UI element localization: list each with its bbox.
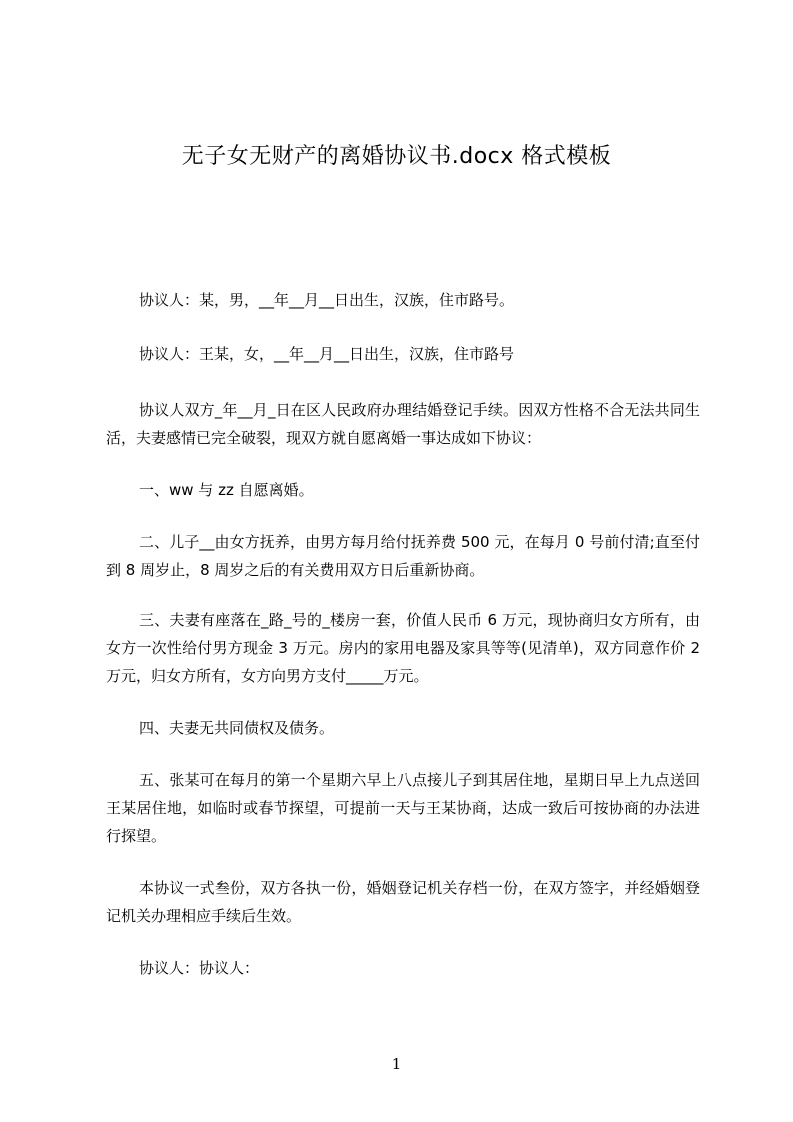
signature-line: 协议人：协议人： bbox=[139, 959, 260, 977]
clause-1: 一、ww 与 zz 自愿离婚。 bbox=[139, 481, 314, 499]
party-b-line: 协议人：王某，女，__年__月__日出生，汉族，住市路号 bbox=[139, 345, 515, 363]
clause-2: 二、儿子__由女方抚养，由男方每月给付抚养费 500 元，在每月 0 号前付清;直至付到 8 周岁止，8 周岁之后的有关费用双方日后重新协商。 bbox=[106, 533, 700, 579]
page-number: 1 bbox=[391, 1055, 402, 1073]
clause-5: 五、张某可在每月的第一个星期六早上八点接儿子到其居住地，星期日早上九点送回王某居住地，如临时或春节探望，可提前一天与王某协商，达成一致后可按协商的办法进行探望。 bbox=[106, 771, 700, 845]
clause-3: 三、夫妻有座落在_路_号的_楼房一套，价值人民币 6 万元，现协商归女方所有，由女方一次性给付男方现金 3 万元。房内的家用电器及家具等等(见清单)，双方同意作价 2 万元，归女方所有，女方向男方支付_____万元。 bbox=[106, 611, 700, 685]
preamble-paragraph: 协议人双方_年__月_日在区人民政府办理结婚登记手续。因双方性格不合无法共同生活，夫妻感情已完全破裂，现双方就自愿离婚一事达成如下协议： bbox=[106, 401, 700, 447]
effectiveness-paragraph: 本协议一式叁份，双方各执一份，婚姻登记机关存档一份，在双方签字，并经婚姻登记机关办理相应手续后生效。 bbox=[106, 879, 700, 925]
clause-4: 四、夫妻无共同债权及债务。 bbox=[139, 719, 335, 737]
party-a-line: 协议人：某，男，__年__月__日出生，汉族，住市路号。 bbox=[139, 291, 515, 309]
document-title: 无子女无财产的离婚协议书.docx 格式模板 bbox=[181, 144, 612, 169]
